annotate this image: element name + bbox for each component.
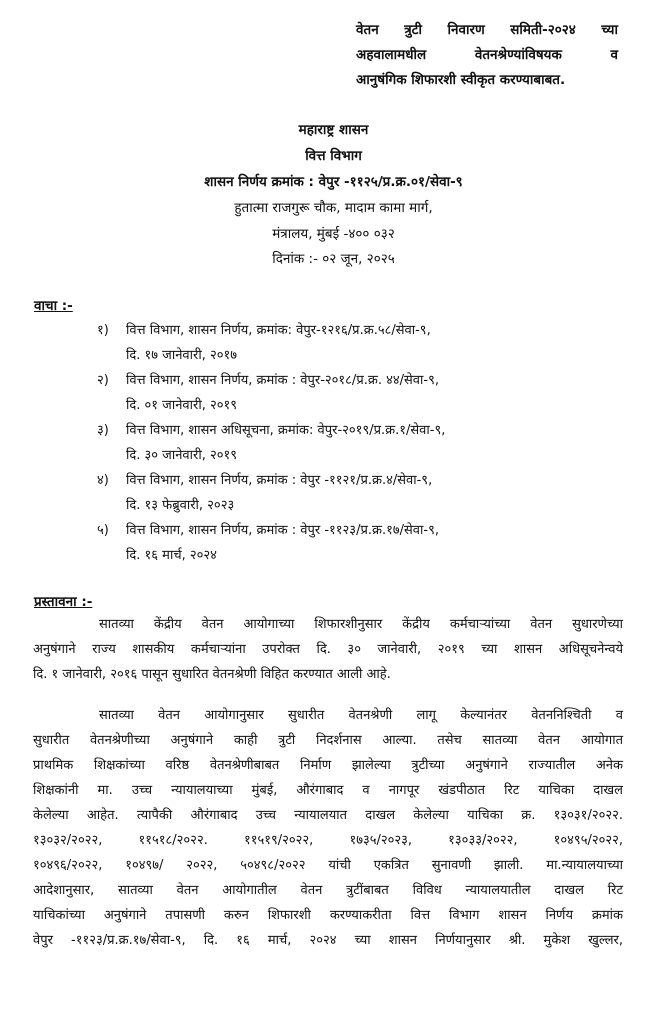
reference-line: वित्त विभाग, शासन निर्णय, क्रमांक : वेपुर-२०१८/प्र.क्र. ४४/सेवा-९, xyxy=(126,373,439,388)
reference-line: वित्त विभाग, शासन अधिसूचना, क्रमांक: वेपुर-२०१९/प्र.क्र.१/सेवा-९, xyxy=(126,423,446,438)
paragraph-line: १०४९६/२०२२, १०४९७/ २०२२, ५०४९८/२०२२ यांची एकत्रित सुनावणी झाली. मा.न्यायालयाच्या xyxy=(33,858,623,873)
paragraph-line: सातव्या केंद्रीय वेतन आयोगाच्या शिफारशीनुसार केंद्रीय कर्मचाऱ्यांच्या वेतन सुधारणेच्या xyxy=(99,617,623,632)
reference-line: वित्त विभाग, शासन निर्णय, क्रमांक: वेपुर-१२१६/प्र.क्र.५८/सेवा-९, xyxy=(126,323,431,338)
reference-number: ५) xyxy=(97,523,109,538)
reference-line: वित्त विभाग, शासन निर्णय, क्रमांक : वेपुर -११२३/प्र.क्र.१७/सेवा-९, xyxy=(126,523,439,538)
paragraph-line: सुधारीत वेतनश्रेणीच्या अनुषंगाने काही त्रुटी निदर्शनास आल्या. तसेच सातव्या वेतन आयोगात xyxy=(33,733,623,748)
reference-number: ३) xyxy=(97,423,109,438)
reference-number: २) xyxy=(97,373,109,388)
government-name: महाराष्ट्र शासन xyxy=(298,122,369,138)
subject-block xyxy=(356,18,618,93)
paragraph-line: दि. १ जानेवारी, २०१६ पासून सुधारित वेतनश्रेणी विहित करण्यात आली आहे. xyxy=(33,667,391,682)
paragraph-line: शिक्षकांनी मा. उच्च न्यायालयाच्या मुंबई, औरंगाबाद व नागपूर खंडपीठात रिट याचिका दाखल xyxy=(33,783,623,798)
subject-line: वेतन त्रुटी निवारण समिती-२०२४ च्या xyxy=(356,22,618,38)
address-line-1: हुतात्मा राजगुरू चौक, मादाम कामा मार्ग, xyxy=(234,200,433,216)
reference-line: वित्त विभाग, शासन निर्णय, क्रमांक : वेपुर -११२१/प्र.क्र.४/सेवा-९, xyxy=(126,473,433,488)
reference-date: दि. ०१ जानेवारी, २०१९ xyxy=(126,398,237,413)
preamble-paragraph-2 xyxy=(33,703,623,953)
gr-date: दिनांक :- ०२ जून, २०२५ xyxy=(272,251,395,267)
references-heading: वाचा :- xyxy=(34,298,73,314)
subject-line: अहवालामधील वेतनश्रेण्यांविषयक व xyxy=(356,47,618,63)
paragraph-line: सातव्या वेतन आयोगानुसार सुधारीत वेतनश्रेणी लागू केल्यानंतर वेतननिश्चिती व xyxy=(99,708,623,723)
paragraph-line: अनुषंगाने राज्य शासकीय कर्मचाऱ्यांना उपरोक्त दि. ३० जानेवारी, २०१९ च्या शासन अधिसूचनेन्वये xyxy=(33,642,623,657)
reference-date: दि. १३ फेब्रुवारी, २०२३ xyxy=(126,498,235,513)
paragraph-line: केलेल्या आहेत. त्यापैकी औरंगाबाद उच्च न्यायालयात दाखल केलेल्या याचिका क्र. १३०३१/२०२२. xyxy=(33,808,623,823)
paragraph-line: वेपुर -११२३/प्र.क्र.१७/सेवा-९, दि. १६ मार्च, २०२४ च्या शासन निर्णयानुसार श्री. मुकेश खुल्लर, xyxy=(33,933,623,948)
address-line-2: मंत्रालय, मुंबई -४०० ०३२ xyxy=(272,226,395,242)
preamble-heading: प्रस्तावना :- xyxy=(34,594,93,610)
reference-number: १) xyxy=(97,323,109,338)
paragraph-line: याचिकांच्या अनुषंगाने तपासणी करुन शिफारशी करण्याकरीता वित्त विभाग शासन निर्णय क्रमांक xyxy=(33,908,623,923)
reference-date: दि. ३० जानेवारी, २०१९ xyxy=(126,448,237,463)
paragraph-line: प्राथमिक शिक्षकांच्या वरिष्ठ वेतनश्रेणीबाबत निर्माण झालेल्या त्रुटीच्या अनुषंगाने राज्यातील अनेक xyxy=(33,758,623,773)
preamble-paragraph-1 xyxy=(33,612,623,687)
reference-date: दि. १६ मार्च, २०२४ xyxy=(126,548,217,563)
department-name: वित्त विभाग xyxy=(305,148,362,164)
paragraph-line: आदेशानुसार, सातव्या वेतन आयोगातील वेतन त्रुटींबाबत विविध न्यायालयातील दाखल रिट xyxy=(33,883,623,898)
subject-line: आनुषंगिक शिफारशी स्वीकृत करण्याबाबत. xyxy=(356,72,566,88)
reference-date: दि. १७ जानेवारी, २०१७ xyxy=(126,348,237,363)
gr-number: शासन निर्णय क्रमांक : वेपुर -११२५/प्र.क्र.०१/सेवा-९ xyxy=(204,174,463,190)
paragraph-line: १३०३२/२०२२, ११५१८/२०२२. ११५१९/२०२२, १७३५/२०२३, १३०३३/२०२२, १०४९५/२०२२, xyxy=(33,833,623,848)
reference-number: ४) xyxy=(97,473,109,488)
